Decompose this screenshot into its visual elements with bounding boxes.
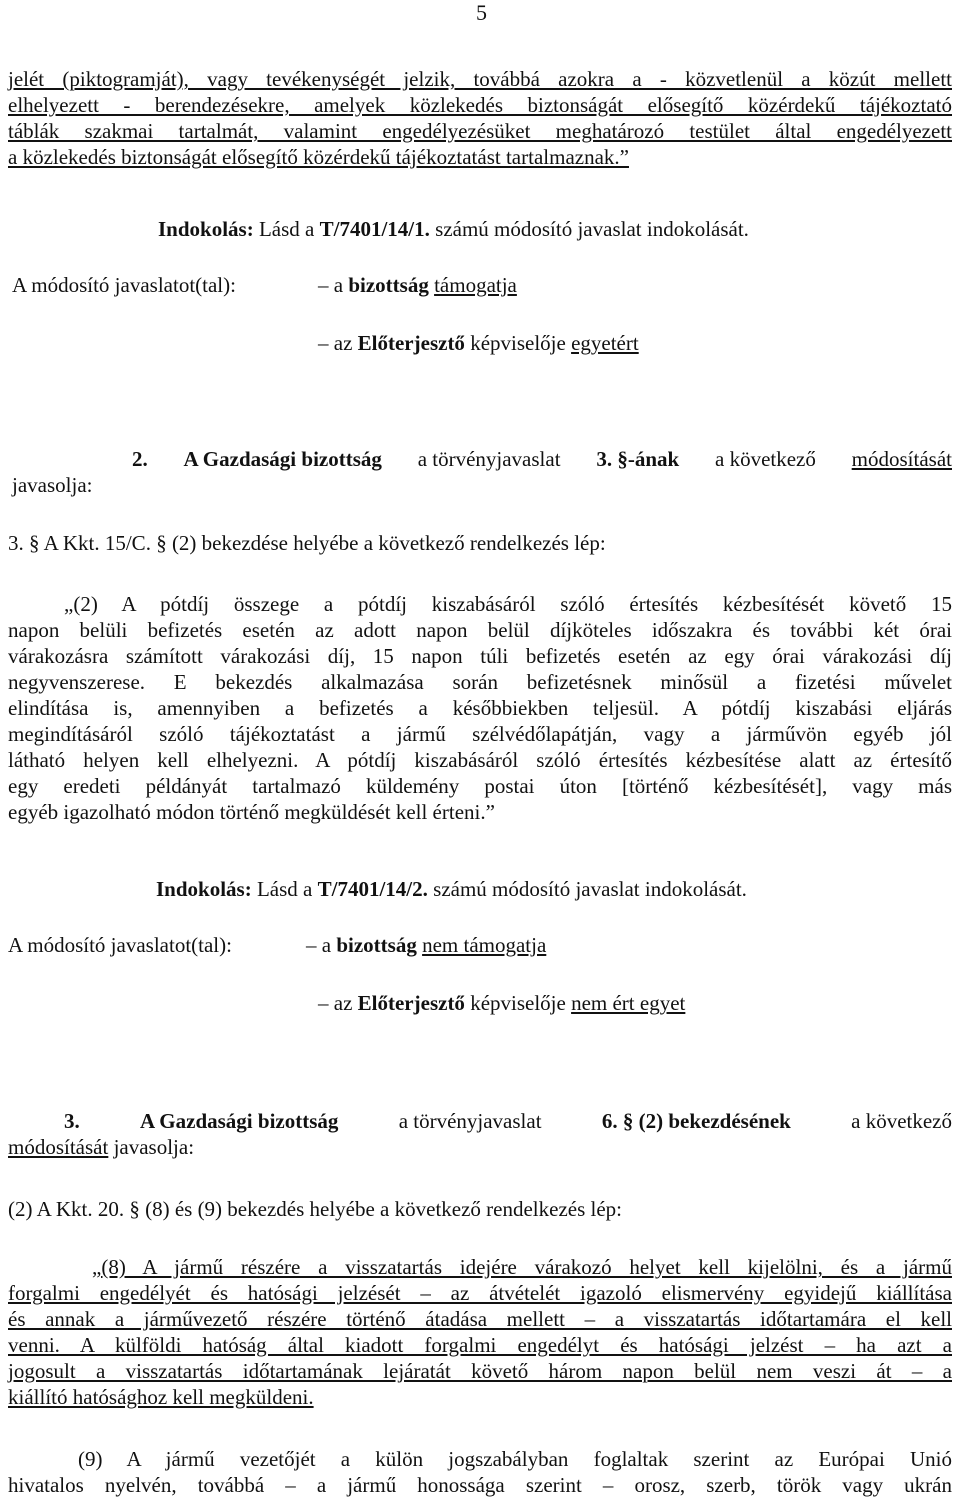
presenter-word: Előterjesztő xyxy=(357,331,465,355)
heading-line2: javasolja: xyxy=(108,1135,195,1159)
proposal-label-1: A módosító javaslatot(tal): xyxy=(12,273,236,297)
intro-line: elhelyezett - berendezésekre, amelyek közlekedés biztonságát elősegítő közérdekű tájékoztató xyxy=(8,93,952,117)
dash: – az xyxy=(318,331,358,355)
presenter-status: nem ért egyet xyxy=(571,991,686,1015)
quote-line: elindítása is, amennyiben a befizetés a későbbiekben teljesül. A pótdíj kiszabási eljárás xyxy=(8,696,952,720)
committee-opinion-1 xyxy=(318,272,517,298)
justification-text: Lásd a xyxy=(258,217,320,241)
presenter-text: képviselője xyxy=(464,991,572,1015)
item-2-quote xyxy=(8,591,952,825)
section-ref: 3. §-ának xyxy=(596,447,680,471)
intro-line: jelét (piktogramját), vagy tevékenységét jelzik, továbbá azokra a - közvetlenül a közút mellett xyxy=(8,67,952,91)
quote-line: (9) A jármű vezetőjét a külön jogszabályban foglaltak szerint az Európai Unió xyxy=(78,1447,952,1471)
proposal-label-2: A módosító javaslatot(tal): xyxy=(8,933,232,957)
dash: – az xyxy=(318,991,358,1015)
quote-line: napon belüli befizetés esetén az adott napon belül díjköteles időszakra és további két órai xyxy=(8,618,952,642)
justification-ref: T/7401/14/1. xyxy=(319,217,430,241)
committee-status: nem támogatja xyxy=(422,933,547,957)
presenter-text: képviselője xyxy=(464,331,572,355)
item-number: 2. xyxy=(132,447,148,471)
quote-line: hivatalos nyelvén, továbbá – a jármű honossága szerint – orosz, szerb, török vagy ukrán xyxy=(8,1473,952,1497)
quote-line: és annak a járművezető részére történő átadása mellett – a visszatartás időtartamára el kell xyxy=(8,1307,952,1331)
item-2-heading xyxy=(12,446,952,498)
heading-text: a következő xyxy=(851,1109,952,1133)
heading-text: a törvényjavaslat xyxy=(398,1109,542,1133)
intro-paragraph xyxy=(8,66,952,170)
quote-line: kiállító hatósághoz kell megküldeni. xyxy=(8,1385,314,1409)
item-2-reference: 3. § A Kkt. 15/C. § (2) bekezdése helyébe a következő rendelkezés lép: xyxy=(8,531,606,555)
justification-text: számú módosító javaslat indokolását. xyxy=(427,877,747,901)
intro-line: a közlekedés biztonságát elősegítő közérdekű tájékoztatást tartalmaznak.” xyxy=(8,145,629,169)
dash: – a xyxy=(318,273,349,297)
presenter-opinion-1 xyxy=(318,330,639,356)
quote-line: negyvenszerese. E bekezdés alkalmazása során befizetésnek minősül a fizetési művelet xyxy=(8,670,952,694)
quote-line: egyéb igazolható módon történő megküldését kell érteni.” xyxy=(8,800,495,824)
committee-opinion-2 xyxy=(306,932,546,958)
item-3-heading xyxy=(8,1108,952,1160)
justification-label: Indokolás: xyxy=(158,217,254,241)
quote-line: „(2) A pótdíj összege a pótdíj kiszabásáról szóló értesítés kézbesítését követő 15 xyxy=(64,592,952,616)
quote-line: látható helyen kell elhelyezni. A pótdíj kiszabásáról szóló értesítés kézbesítése alatt az értesítő xyxy=(8,748,952,772)
quote-line: egy eredeti példányát tartalmazó küldemény postai úton [történő kézbesítését], vagy más xyxy=(8,774,952,798)
item-3-quote-9 xyxy=(8,1446,952,1498)
justification-2 xyxy=(156,876,747,902)
presenter-opinion-2 xyxy=(318,990,685,1016)
justification-text: Lásd a xyxy=(256,877,318,901)
justification-label: Indokolás: xyxy=(156,877,252,901)
quote-line: venni. A külföldi hatóság által kiadott forgalmi engedélyt és hatósági jelzést – ha azt a xyxy=(8,1333,952,1357)
quote-line: forgalmi engedélyét és hatósági jelzését – az átvételét igazoló elismervény egyidejű kiállítása xyxy=(8,1281,952,1305)
heading-text: a következő xyxy=(715,447,816,471)
quote-line: megindításáról szóló tájékoztatást a jármű szélvédőlapátján, vagy a járművön egyéb jól xyxy=(8,722,952,746)
quote-line: várakozásra számított várakozási díj, 15 napon túli befizetés esetén az egy órai várakozási díj xyxy=(8,644,952,668)
modification-word: módosítását xyxy=(851,447,952,471)
justification-1 xyxy=(158,216,749,242)
dash: – a xyxy=(306,933,337,957)
committee-word: bizottság xyxy=(348,273,429,297)
justification-text: számú módosító javaslat indokolását. xyxy=(429,217,749,241)
item-3-quote-8 xyxy=(8,1254,952,1410)
committee-word: bizottság xyxy=(336,933,417,957)
item-number: 3. xyxy=(64,1109,80,1133)
quote-line: „(8) A jármű részére a visszatartás idejére várakozó helyet kell kijelölni, és a jármű xyxy=(92,1255,952,1279)
section-ref: 6. § (2) bekezdésének xyxy=(601,1109,791,1133)
committee-name: A Gazdasági bizottság xyxy=(140,1109,339,1133)
justification-ref: T/7401/14/2. xyxy=(317,877,428,901)
heading-line2: javasolja: xyxy=(12,473,93,497)
intro-line: táblák szakmai tartalmát, valamint engedélyezésüket meghatározó testület által engedélyezett xyxy=(8,119,952,143)
heading-text: a törvényjavaslat xyxy=(417,447,561,471)
presenter-word: Előterjesztő xyxy=(357,991,465,1015)
item-3-reference: (2) A Kkt. 20. § (8) és (9) bekezdés helyébe a következő rendelkezés lép: xyxy=(8,1197,623,1221)
committee-status: támogatja xyxy=(434,273,517,297)
committee-name: A Gazdasági bizottság xyxy=(183,447,382,471)
modification-word: módosítását xyxy=(8,1135,109,1159)
presenter-status: egyetért xyxy=(571,331,639,355)
page-number: 5 xyxy=(476,0,487,25)
quote-line: jogosult a visszatartás időtartamának lejáratát követő három napon belül nem veszi át – a xyxy=(8,1359,952,1383)
